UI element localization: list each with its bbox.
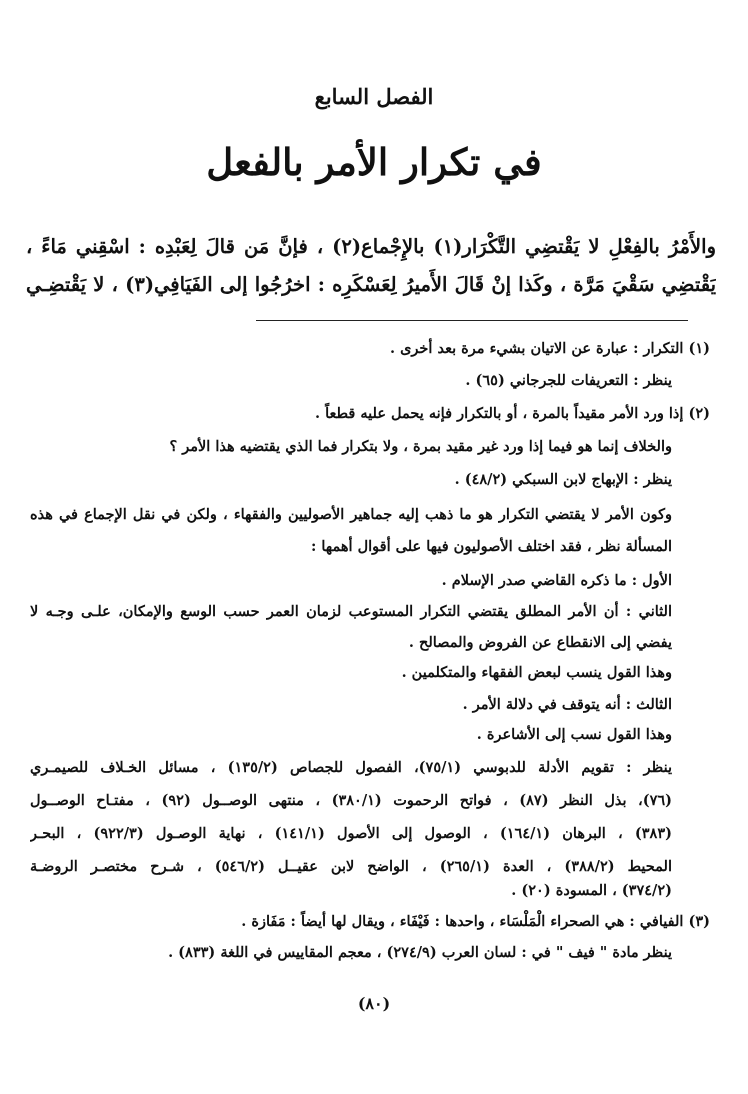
footnote-line: (٣٧٤/٢) ، المسودة (٢٠) . xyxy=(511,882,672,899)
footnote-line: يفضي إلى الانقطاع عن الفروض والمصالح . xyxy=(408,634,672,651)
footnote-line: المسألة نظر ، فقد اختلف الأصوليون فيها على أقوال أهمها : xyxy=(310,538,672,555)
main-text-line: والأَمْرُ بالفِعْلِ لا يَقْتضِي التَّكْرَار(١) بالإِجْماع(٢) ، فإنَّ مَن قالَ لِعَبْدِه : اسْقِني مَاءً ، xyxy=(26,235,716,258)
main-text-line: يَقْتضِي سَقْيَ مَرَّة ، وكَذا إنْ قَالَ الأَميرُ لِعَسْكَرِه : اخرُجُوا إلى الفَيَافِي(٣) ، لا يَقْتضِـي xyxy=(26,273,716,296)
footnote-line: ينظر : التعريفات للجرجاني (٦٥) . xyxy=(465,372,672,389)
footnote-line: (٣٨٣) ، البرهان (١٦٤/١) ، الوصول إلى الأصول (١٤١/١) ، نهاية الوصـول (٩٢٢/٣) ، البحـر xyxy=(30,825,672,842)
footnote-line: ينظر مادة " فيف " في : لسان العرب (٢٧٤/٩) ، معجم المقاييس في اللغة (٨٣٣) . xyxy=(168,944,672,961)
page-number: (٨٠) xyxy=(357,994,391,1013)
main-text xyxy=(26,228,716,304)
footnote-line: وهذا القول نسب إلى الأشاعرة . xyxy=(476,726,672,743)
footnote-line: ينظر : الإبهاج لابن السبكي (٤٨/٢) . xyxy=(454,471,672,488)
footnote-line: وهذا القول ينسب لبعض الفقهاء والمتكلمين . xyxy=(401,664,672,681)
footnote-line: الأول : ما ذكره القاضي صدر الإسلام . xyxy=(441,572,672,589)
footnote-line: المحيط (٣٨٨/٢) ، العدة (٢٦٥/١) ، الواضح لابن عقيــل (٥٤٦/٢) ، شـرح مختصـر الروضـة xyxy=(30,858,672,875)
footnote-line: (٢) إذا ورد الأمر مقيداً بالمرة ، أو بالتكرار فإنه يحمل عليه قطعاً . xyxy=(315,405,710,422)
footnote-line: وكون الأمر لا يقتضي التكرار هو ما ذهب إليه جماهير الأصوليين والفقهاء ، ولكن في نقل الإجماع في هذه xyxy=(30,506,672,523)
footnote-line: (٣) الفيافي : هي الصحراء الْمَلْسَاء ، واحدها : فَيْفَاء ، ويقال لها أيضاً : مَفَازة . xyxy=(241,913,710,930)
chapter-heading: الفصل السابع xyxy=(314,84,434,109)
chapter-title: في تكرار الأمر بالفعل xyxy=(206,140,542,184)
footnote-line: (٧٦)، بذل النظر (٨٧) ، فواتح الرحموت (٣٨٠/١) ، منتهى الوصــول (٩٢) ، مفتـاح الوصــول xyxy=(30,792,672,809)
footnote-line: (١) التكرار : عبارة عن الاتيان بشيء مرة بعد أخرى . xyxy=(389,340,710,357)
footnote-line: ينظر : تقويم الأدلة للدبوسي (٧٥/١)، الفصول للجصاص (١٣٥/٢) ، مسائل الخـلاف للصيمـري xyxy=(30,759,672,776)
footnote-line: والخلاف إنما هو فيما إذا ورد غير مقيد بمرة ، ولا بتكرار فما الذي يقتضيه هذا الأمر ؟ xyxy=(169,438,672,455)
footnote-line: الثاني : أن الأمر المطلق يقتضي التكرار المستوعب لزمان العمر حسب الوسع والإمكان، علـى وجـه لا xyxy=(30,603,672,620)
footnote-separator xyxy=(256,320,688,321)
footnote-line: الثالث : أنه يتوقف في دلالة الأمر . xyxy=(462,696,672,713)
